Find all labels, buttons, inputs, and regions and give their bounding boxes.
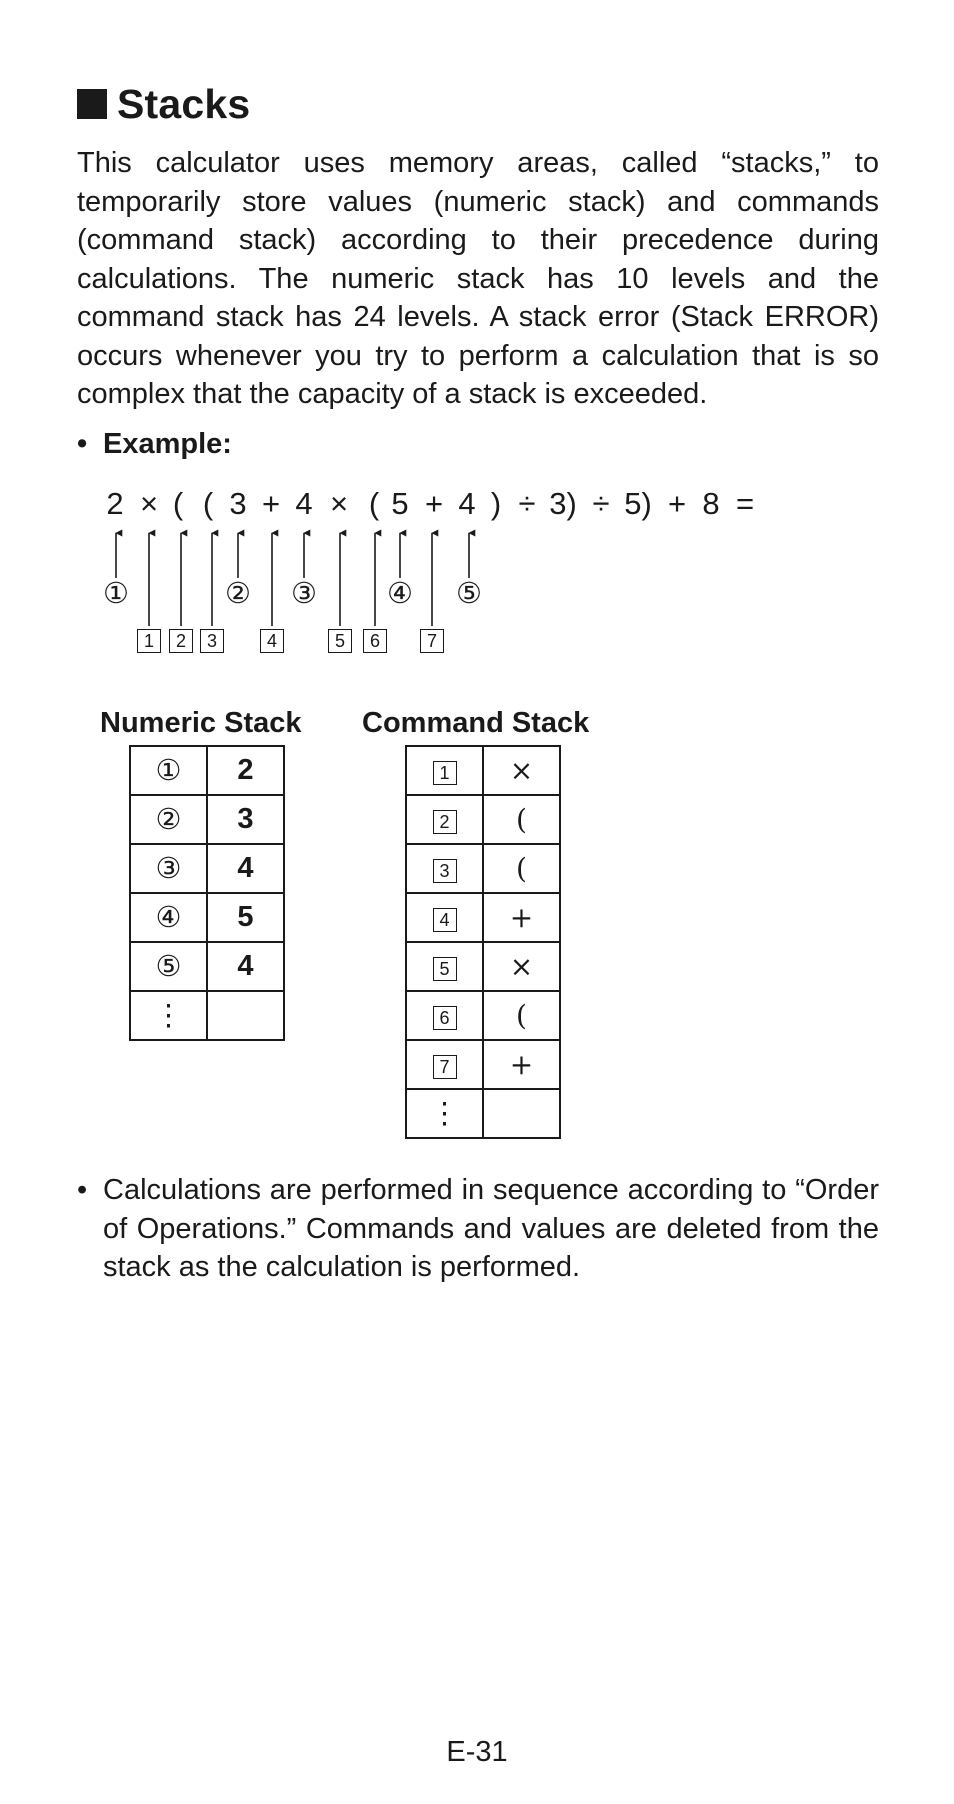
- intro-paragraph: This calculator uses memory areas, called “stacks,” to temporarily store values (numeric stack) and commands (command stack) according to their precedence during calculations. The numeric stack has 10 levels and the command stack has 24 levels. A stack error (Stack ERROR) occurs whenever you try to perform a calculation that is so complex that the capacity of a stack is exceeded.: [77, 147, 879, 410]
- expression-token: 3): [549, 486, 577, 521]
- stack-value: 5: [207, 893, 284, 942]
- table-row: [406, 991, 560, 1040]
- stack-command: ×: [483, 746, 560, 795]
- expression-token: 4: [295, 486, 313, 521]
- table-row: [130, 795, 284, 844]
- command-marker: 5: [328, 629, 352, 653]
- expression-token: 8: [702, 486, 720, 521]
- table-row: [130, 844, 284, 893]
- table-row: [406, 1040, 560, 1089]
- expression-token: ÷: [518, 486, 536, 521]
- command-marker: 3: [200, 629, 224, 653]
- numeric-stack-table: [129, 745, 285, 1041]
- expression-token: +: [667, 486, 687, 521]
- section-title: Stacks: [117, 80, 251, 127]
- stack-level: ①: [130, 746, 207, 795]
- command-marker: 6: [363, 629, 387, 653]
- stack-level-more: ⋮: [406, 1089, 483, 1138]
- table-row: [130, 942, 284, 991]
- table-row: [406, 1089, 560, 1138]
- table-row: [406, 795, 560, 844]
- stack-level: 1: [433, 761, 457, 785]
- expression-token: 5: [391, 486, 409, 521]
- expression-token: (: [368, 486, 380, 521]
- stack-command: ×: [483, 942, 560, 991]
- stack-level: ②: [130, 795, 207, 844]
- stack-command: (: [483, 991, 560, 1040]
- numeric-marker: ④: [387, 578, 413, 610]
- numeric-marker: ②: [225, 578, 251, 610]
- expression-token: =: [735, 486, 755, 521]
- command-stack-title: Command Stack: [362, 707, 590, 739]
- stack-command: [483, 1089, 560, 1138]
- expression-token: ×: [139, 486, 159, 521]
- stack-level: ⑤: [130, 942, 207, 991]
- table-row: [406, 746, 560, 795]
- table-row: [130, 746, 284, 795]
- stack-level: ④: [130, 893, 207, 942]
- numeric-marker: ①: [103, 578, 129, 610]
- stack-command: +: [483, 893, 560, 942]
- command-marker: 4: [260, 629, 284, 653]
- table-row: [130, 893, 284, 942]
- expression-token: 5): [624, 486, 652, 521]
- numeric-marker: ⑤: [456, 578, 482, 610]
- stack-value: 4: [207, 844, 284, 893]
- stack-command: (: [483, 844, 560, 893]
- stack-command: (: [483, 795, 560, 844]
- page-number: E-31: [446, 1736, 508, 1768]
- expression-token: +: [261, 486, 281, 521]
- expression-token: 2: [106, 486, 124, 521]
- stack-level-more: ⋮: [130, 991, 207, 1040]
- numeric-stack-title: Numeric Stack: [100, 707, 302, 739]
- example-label: Example:: [103, 428, 232, 460]
- expression-token: ): [490, 486, 502, 521]
- command-marker: 7: [420, 629, 444, 653]
- table-row: [406, 844, 560, 893]
- stack-level: 3: [433, 859, 457, 883]
- stack-value: [207, 991, 284, 1040]
- expression-token: (: [202, 486, 214, 521]
- command-stack-table: [405, 745, 561, 1139]
- bullet-icon: •: [77, 1174, 88, 1206]
- table-row: [130, 991, 284, 1040]
- bullet-icon: •: [77, 428, 88, 460]
- command-marker: 2: [169, 629, 193, 653]
- expression-token: 3: [229, 486, 247, 521]
- stack-command: +: [483, 1040, 560, 1089]
- table-row: [406, 942, 560, 991]
- stack-value: 3: [207, 795, 284, 844]
- stack-level: 5: [433, 957, 457, 981]
- note-text: Calculations are performed in sequence according to “Order of Operations.” Commands and values are deleted from the stack as the calculation is performed.: [103, 1174, 879, 1283]
- expression-token: ÷: [592, 486, 610, 521]
- expression-token: +: [424, 486, 444, 521]
- stack-value: 2: [207, 746, 284, 795]
- note-bullet: [77, 1171, 879, 1287]
- table-row: [406, 893, 560, 942]
- expression-token: (: [172, 486, 184, 521]
- numeric-marker: ③: [291, 578, 317, 610]
- stack-level: 2: [433, 810, 457, 834]
- expression-token: ×: [329, 486, 349, 521]
- expression-token: 4: [458, 486, 476, 521]
- stack-level: 4: [433, 908, 457, 932]
- stack-level: 6: [433, 1006, 457, 1030]
- command-marker: 1: [137, 629, 161, 653]
- stack-level: 7: [433, 1055, 457, 1079]
- stack-level: ③: [130, 844, 207, 893]
- stack-value: 4: [207, 942, 284, 991]
